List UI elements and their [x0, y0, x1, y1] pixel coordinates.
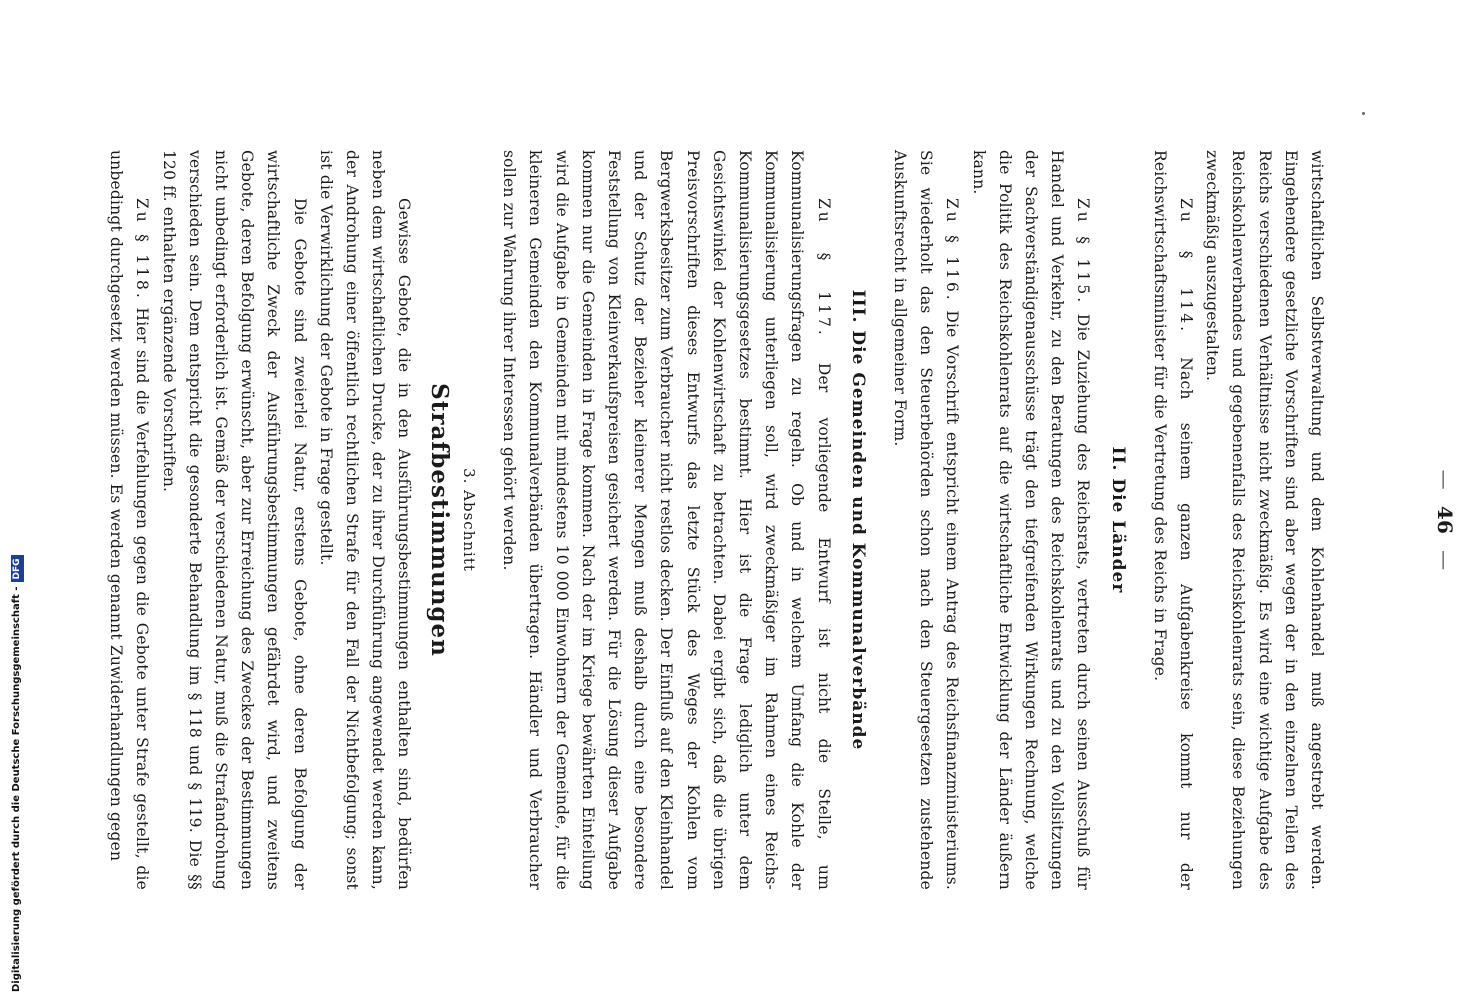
- rotated-document-page: [107, 150, 1457, 890]
- print-speck: [1362, 112, 1365, 115]
- intro-paragraph: wirtschaftlichen Selbstverwaltung und dem Kohlenhandel muß angestrebt werden. Eingehendere gesetzliche Vorschriften sind aber wegen der in den einzelnen Teilen des Reichs verschiedenen Verhältnisse nicht zweckmäßig. Es wird eine wichtige Aufgabe des Reichskohlenverbandes und gegebenenfalls des Reichskohlenrats sein, diese Beziehungen zweckmäßig auszugestalten.: [1203, 150, 1326, 890]
- credit-text: Digitalisierung gefördert durch die Deutsche Forschungsgemeinschaft -: [11, 586, 22, 992]
- section-heading-gemeinden: III. Die Gemeinden und Kommunalverbände: [847, 289, 868, 751]
- paragraph-116-text: Die Vorschrift entspricht einem Antrag des Reichsfinanzministeriums. Sie wiederholt das den Steuerbehörden schon nach den Steuergesetzen zustehende Auskunftsrecht in allgemeiner Form.: [890, 150, 962, 890]
- strafe-paragraph-1: Gewisse Gebote, die in den Ausführungsbestimmungen enthalten sind, bedürfen neben dem wirtschaftlichen Drucke, der zu ihrer Durchführung angewendet werden kann, der Androhung einer öffentlich rechtlichen Strafe für den Fall der Nichtbefolgung; sonst ist die Verwirklichung der Gebote in Frage gestellt.: [316, 150, 414, 890]
- section-heading-laender: II. Die Länder: [1107, 446, 1128, 594]
- section-ref-117: Zu § 117.: [814, 198, 833, 338]
- paragraph-116: [887, 150, 966, 890]
- paragraph-118-text: Hier sind die Verfehlungen gegen die Gebote unter Strafe gestellt, die unbedingt durchgesetzt werden müssen. Es werden genannt Zuwiderhandlungen gegen: [107, 150, 152, 890]
- section-ref-118: Zu § 118.: [133, 198, 152, 301]
- heading-strafbestimmungen: Strafbestimmungen: [425, 383, 453, 657]
- paragraph-114: [1147, 150, 1199, 890]
- abschnitt-label: 3. Abschnitt: [459, 468, 478, 572]
- section-ref-115: Zu § 115.: [1074, 198, 1093, 306]
- page-number: —46—: [1433, 469, 1457, 571]
- section-ref-116: Zu § 116.: [943, 198, 962, 303]
- paragraph-117-text: Der vorliegende Entwurf ist nicht die Stelle, um Kommunalisierungsfragen zu regeln. Ob und in welchem Umfang die Kohle der Kommunalisierung unterliegen soll, wird zweckmäßiger im Rahmen eines Reichs-Kommunalisierungsgesetzes bestimmt. Hier ist die Frage lediglich unter dem Gesichtswinkel der Kohlenwirtschaft zu betrachten. Dabei ergibt sich, daß die übrigen Preisvorschriften dieses Entwurfs das letzte Stück des Weges der Kohlen vom Bergwerksbesitzer zum Verbraucher nicht restlos decken. Der Einfluß auf den Kleinhandel und der Schutz der Bezieher kleinerer Mengen muß deshalb durch eine besondere Feststellung von Kleinverkaufspreisen gesichert werden. Für die Lösung dieser Aufgabe kommen nur die Gemeinden in Frage kommen. Nach der im Kriege bewährten Einteilung wird die Aufgabe in Gemeinden mit mindestens 10 000 Einwohnern der Gemeinde, für die kleineren Gemeinden den Kommunalverbänden übertragen. Händler und Verbraucher sollen zur Wahrung ihrer Interessen gehört werden.: [500, 150, 833, 890]
- strafe-paragraph-2: Die Gebote sind zweierlei Natur, erstens Gebote, ohne deren Befolgung der wirtschaftliche Zweck der Ausführungsbestimmungen gefährdet wird, und zweitens Gebote, deren Befolgung erwünscht, aber zur Erreichung des Zweckes der Bestimmungen nicht unbedingt erforderlich ist. Gemäß der verschiedenen Natur, muß die Strafandrohung verschieden sein. Dem entspricht die gesonderte Behandlung im § 118 und § 119. Die §§ 120 ff. enthalten ergänzende Vorschriften.: [159, 150, 309, 890]
- digitization-credit: [10, 0, 24, 992]
- paragraph-115-text: Die Zuziehung des Reichsrats, vertreten durch seinen Ausschuß für Handel und Verkehr, zu den Beratungen des Reichskohlenrats und zu den Vollsitzungen der Sachverständigenausschüsse trägt den tiefgreifenden Wirkungen Rechnung, welche die Politik des Reichskohlenrats auf die wirtschaftliche Entwicklung der Länder äußern kann.: [969, 150, 1093, 890]
- paragraph-117: [496, 150, 837, 890]
- paragraph-114-text: Nach seinem ganzen Aufgabenkreise kommt nur der Reichswirtschaftsminister für die Vertretung des Reichs in Frage.: [1150, 150, 1195, 890]
- paragraph-115: [965, 150, 1096, 890]
- section-ref-114: Zu § 114.: [1176, 198, 1195, 335]
- paragraph-118: [103, 150, 155, 890]
- dfg-logo: DFG: [11, 555, 24, 582]
